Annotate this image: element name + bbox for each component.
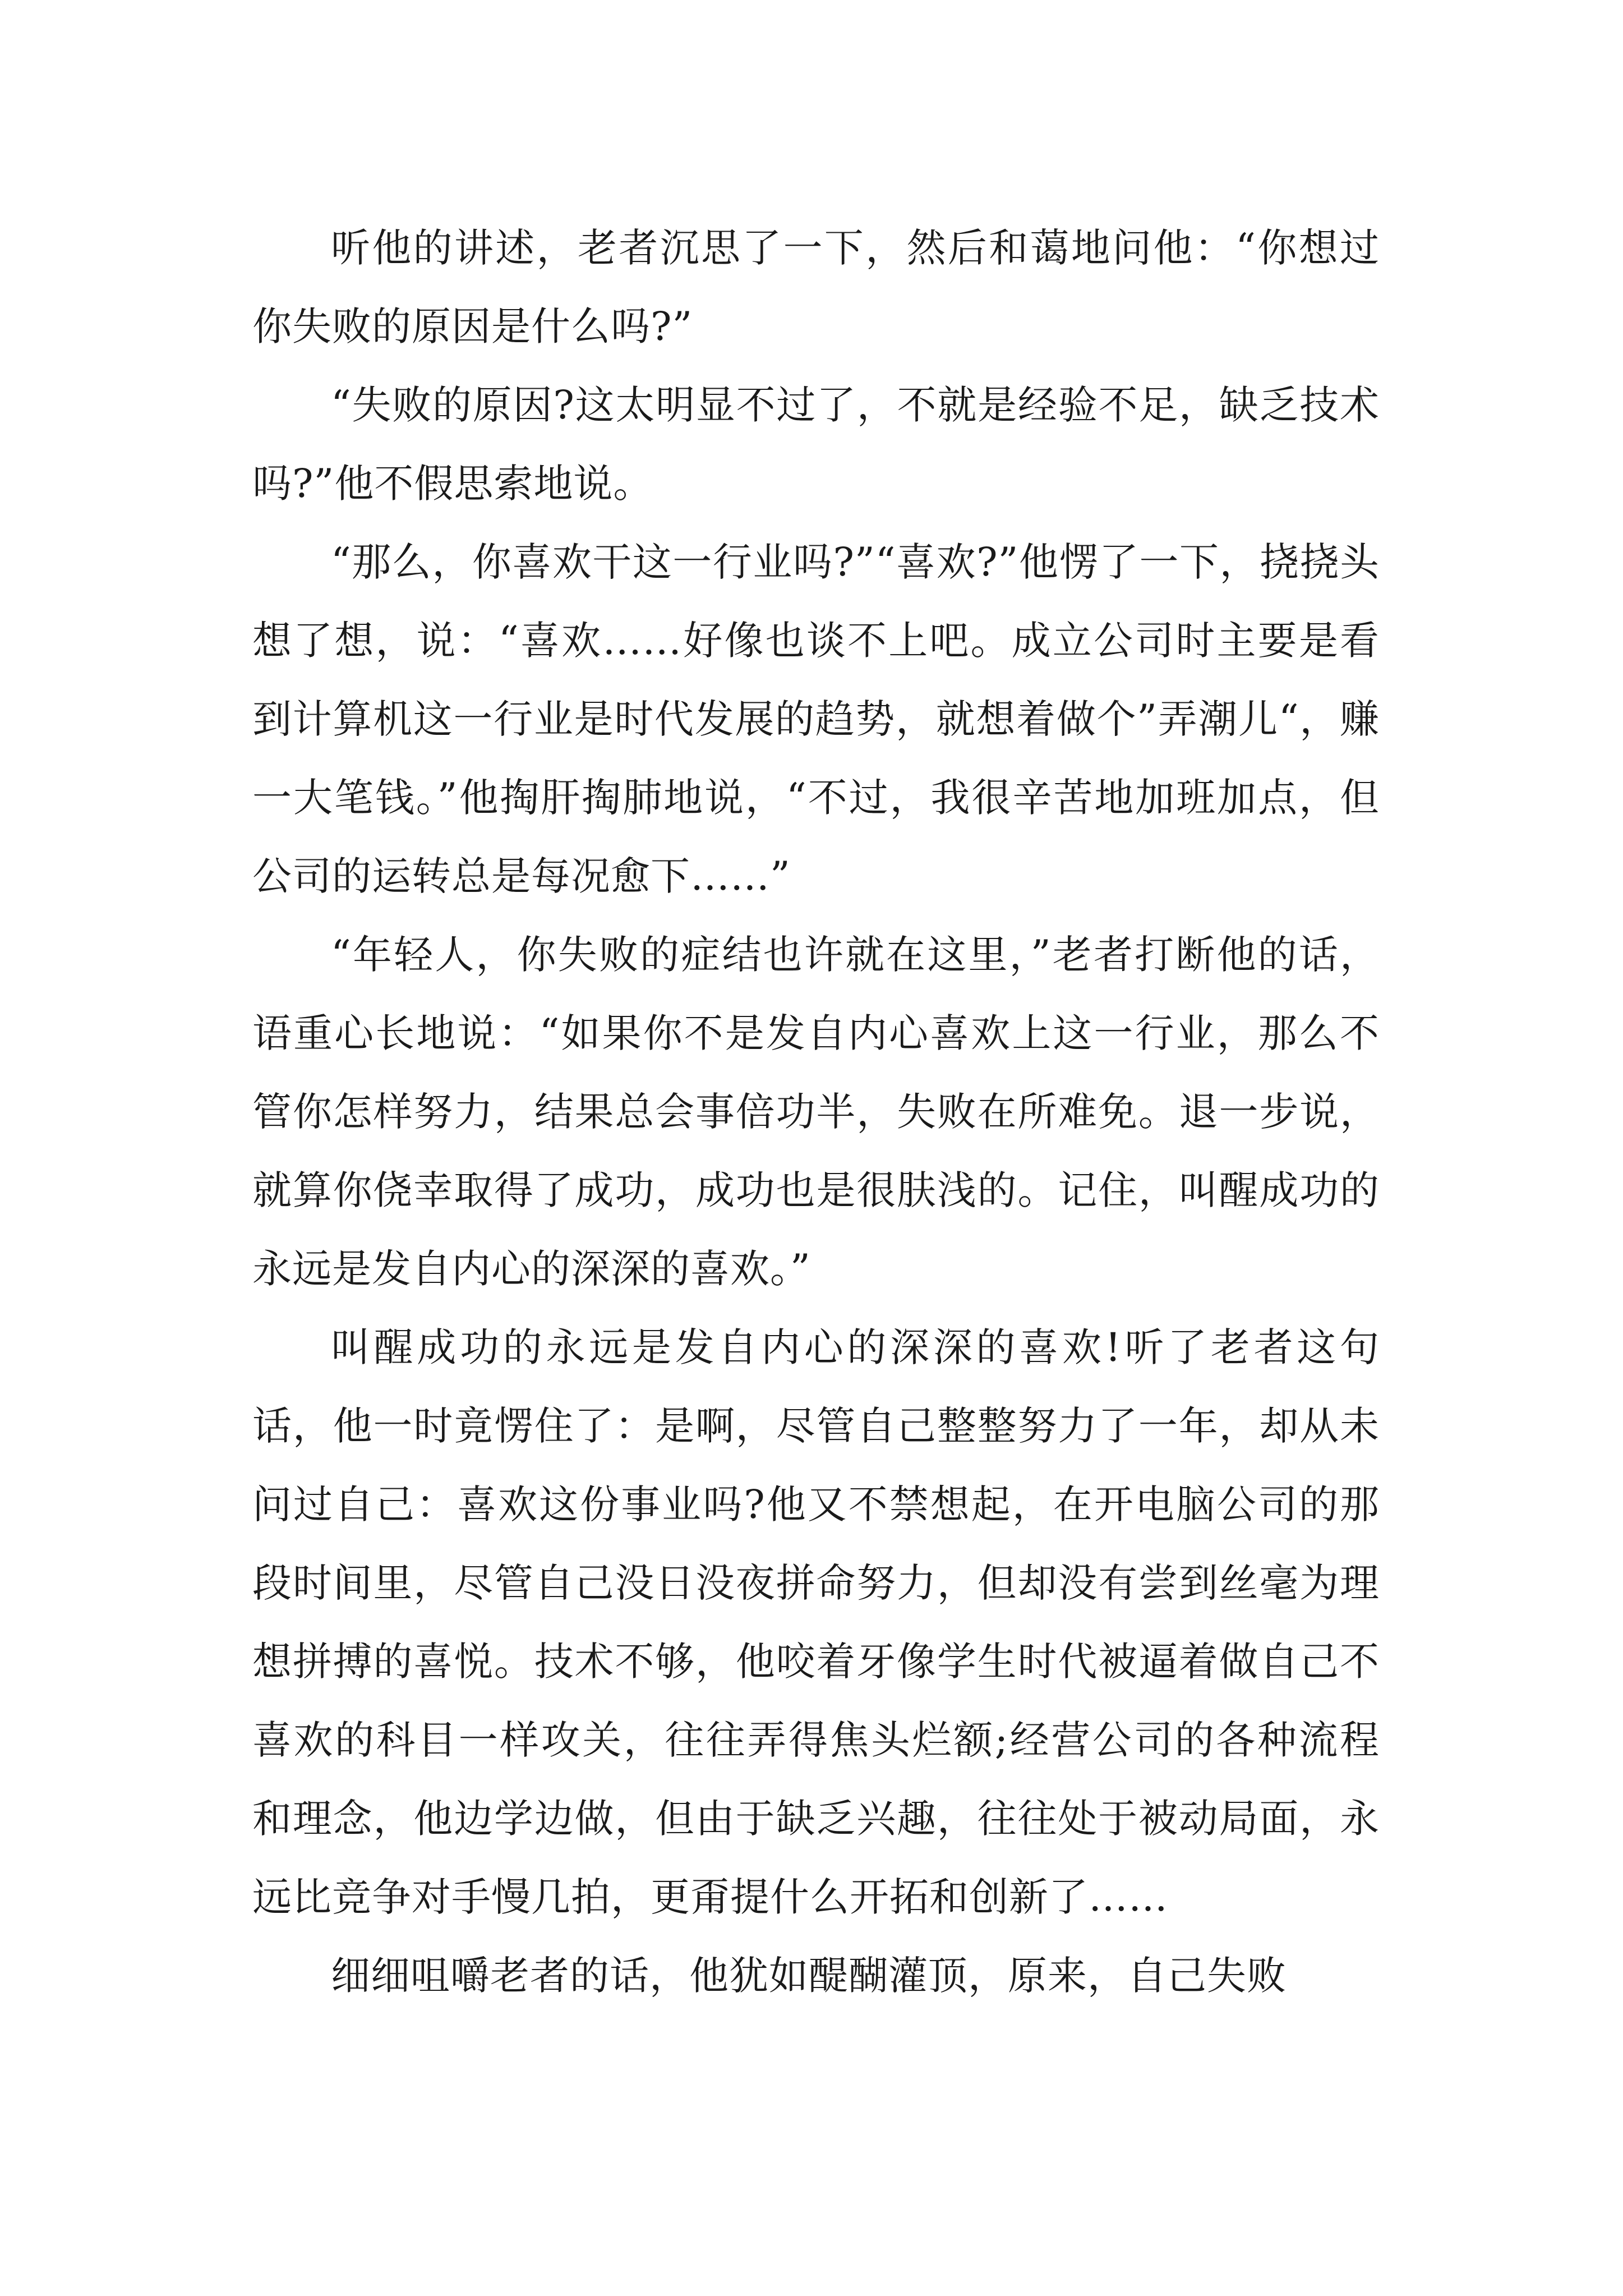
document-body — [252, 209, 1380, 2015]
paragraph: “失败的原因?这太明显不过了，不就是经验不足，缺乏技术吗?”他不假思索地说。 — [252, 382, 1380, 507]
paragraph: 细细咀嚼老者的话，他犹如醍醐灌顶，原来，自己失败 — [331, 1953, 1287, 1999]
paragraph: 听他的讲述，老者沉思了一下，然后和蔼地问他：“你想过你失败的原因是什么吗?” — [252, 225, 1380, 349]
paragraph: “那么，你喜欢干这一行业吗?”“喜欢?”他愣了一下，挠挠头想了想，说：“喜欢……好像也谈不上吧。成立公司时主要是看到计算机这一行业是时代发展的趋势，就想着做个”弄潮儿“，赚一大笔钱。”他掏肝掏肺地说，“不过，我很辛苦地加班加点，但公司的运转总是每况愈下……” — [252, 539, 1380, 899]
paragraph: 叫醒成功的永远是发自内心的深深的喜欢!听了老者这句话，他一时竟愣住了：是啊，尽管自己整整努力了一年，却从未问过自己：喜欢这份事业吗?他又不禁想起，在开电脑公司的那段时间里，尽管自己没日没夜拼命努力，但却没有尝到丝毫为理想拼搏的喜悦。技术不够，他咬着牙像学生时代被逼着做自己不喜欢的科目一样攻关，往往弄得焦头烂额;经营公司的各种流程和理念，他边学边做，但由于缺乏兴趣，往往处于被动局面，永远比竞争对手慢几拍，更甭提什么开拓和创新了…… — [252, 1324, 1380, 1920]
paragraph: “年轻人，你失败的症结也许就在这里，”老者打断他的话，语重心长地说：“如果你不是发自内心喜欢上这一行业，那么不管你怎样努力，结果总会事倍功半，失败在所难免。退一步说，就算你侥幸取得了成功，成功也是很肤浅的。记住，叫醒成功的永远是发自内心的深深的喜欢。” — [252, 932, 1380, 1292]
